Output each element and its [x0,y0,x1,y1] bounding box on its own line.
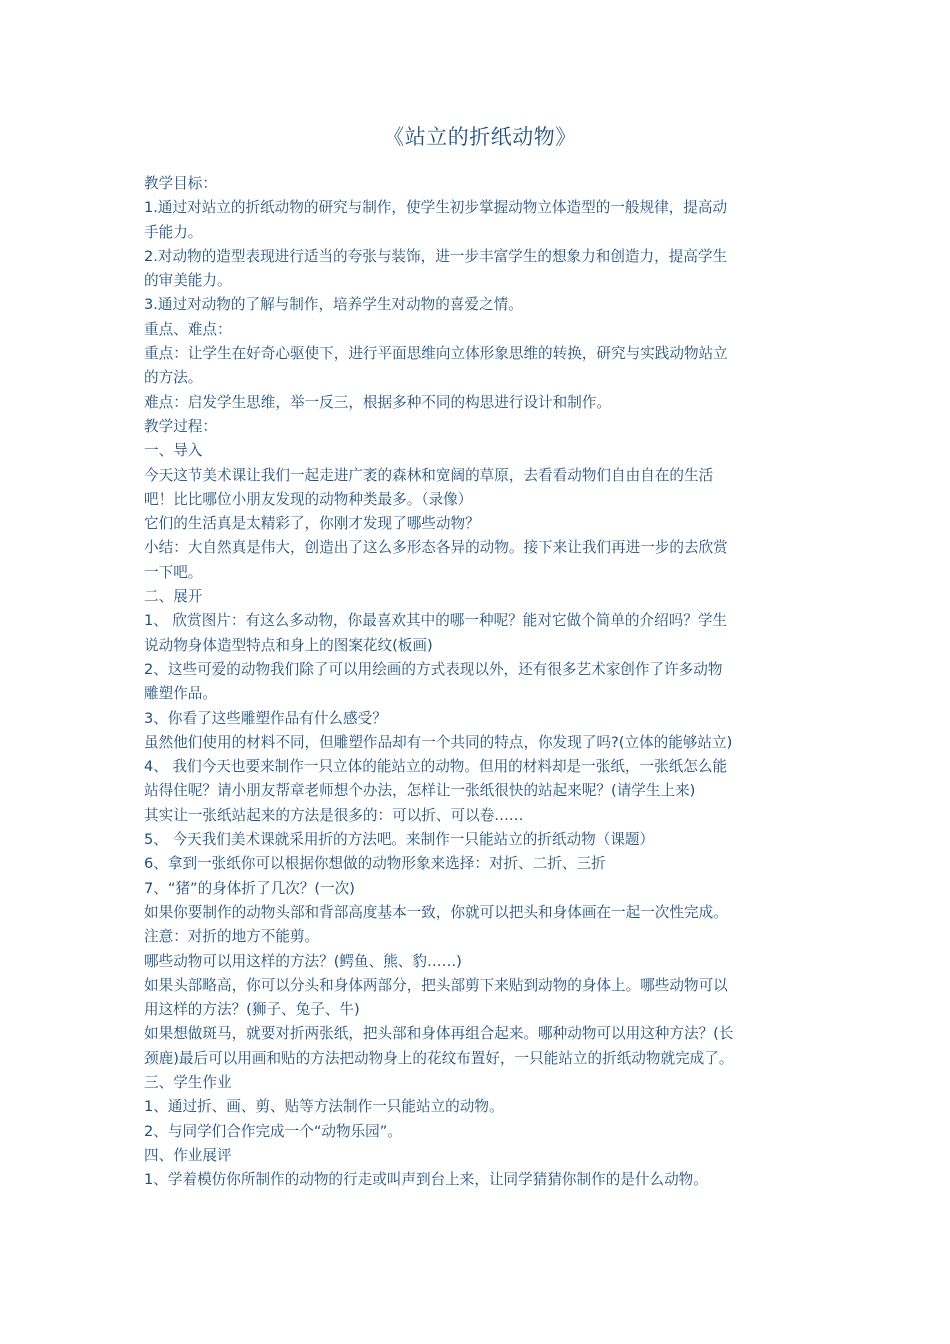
text-line: 雕塑作品。 [144,685,217,703]
text-line: 其实让一张纸站起来的方法是很多的：可以折、可以卷…… [144,806,524,824]
text-line: 二、展开 [144,588,203,606]
text-line: 3.通过对动物的了解与制作，培养学生对动物的喜爱之情。 [144,296,523,314]
text-line: 说动物身体造型特点和身上的图案花纹(板画) [144,636,433,654]
document-body [144,172,816,1192]
text-line: 吧！比比哪位小朋友发现的动物种类最多。（录像） [144,490,473,508]
text-line: 2、与同学们合作完成一个“动物乐园”。 [144,1122,402,1140]
text-line: 4、 我们今天也要来制作一只立体的能站立的动物。但用的材料却是一张纸，一张纸怎么能 [144,758,728,776]
text-line: 的方法。 [144,369,203,387]
text-line: 用这样的方法？(狮子、兔子、牛) [144,1001,360,1019]
document-title: 《站立的折纸动物》 [383,125,577,149]
text-line: 四、作业展评 [144,1146,232,1164]
text-line: 一下吧。 [144,563,203,581]
text-line: 重点、难点： [144,320,232,338]
text-line: 三、学生作业 [144,1073,232,1091]
text-line: 2、这些可爱的动物我们除了可以用绘画的方式表现以外，还有很多艺术家创作了许多动物 [144,660,723,678]
text-line: 颈鹿)最后可以用画和贴的方法把动物身上的花纹布置好，一只能站立的折纸动物就完成了。 [144,1049,734,1067]
text-line: 它们的生活真是太精彩了，你刚才发现了哪些动物？ [144,515,480,533]
text-line: 3、你看了这些雕塑作品有什么感受？ [144,709,387,727]
text-line: 的审美能力。 [144,272,232,290]
text-line: 难点：启发学生思维，举一反三，根据多种不同的构思进行设计和制作。 [144,393,612,411]
text-line: 5、 今天我们美术课就采用折的方法吧。来制作一只能站立的折纸动物（课题） [144,831,655,849]
text-line: 哪些动物可以用这样的方法？(鳄鱼、熊、豹……) [144,952,462,970]
text-line: 如果你要制作的动物头部和背部高度基本一致，你就可以把头和身体画在一起一次性完成。 [144,903,728,921]
text-line: 虽然他们使用的材料不同，但雕塑作品却有一个共同的特点，你发现了吗?(立体的能够站立) [144,733,733,751]
text-line: 如果头部略高，你可以分头和身体两部分，把头部剪下来贴到动物的身体上。哪些动物可以 [144,976,728,994]
text-line: 一、导入 [144,442,203,460]
text-line: 1、 欣赏图片：有这么多动物，你最喜欢其中的哪一种呢？能对它做个简单的介绍吗？学生 [144,612,728,630]
text-line: 今天这节美术课让我们一起走进广袤的森林和宽阔的草原，去看看动物们自由自在的生活 [144,466,714,484]
text-line: 如果想做斑马，就要对折两张纸，把头部和身体再组合起来。哪种动物可以用这种方法？(长 [144,1025,734,1043]
text-line: 重点：让学生在好奇心驱使下，进行平面思维向立体形象思维的转换，研究与实践动物站立 [144,345,728,363]
text-line: 教学目标： [144,175,217,192]
text-line: 2.对动物的造型表现进行适当的夸张与装饰，进一步丰富学生的想象力和创造力，提高学生 [144,247,728,265]
text-line: 7、“猪”的身体折了几次？(一次) [144,879,355,897]
text-line: 1.通过对站立的折纸动物的研究与制作，使学生初步掌握动物立体造型的一般规律，提高动 [144,199,728,217]
text-line: 手能力。 [144,223,203,241]
text-line: 注意：对折的地方不能剪。 [144,928,320,946]
text-line: 教学过程： [144,417,217,435]
text-line: 6、拿到一张纸你可以根据你想做的动物形象来选择：对折、二折、三折 [144,855,606,873]
text-line: 站得住呢？请小朋友帮章老师想个办法，怎样让一张纸很快的站起来呢？(请学生上来) [144,782,696,800]
text-line: 1、通过折、画、剪、贴等方法制作一只能站立的动物。 [144,1098,504,1116]
text-line: 小结：大自然真是伟大，创造出了这么多形态各异的动物。接下来让我们再进一步的去欣赏 [144,539,728,557]
text-line: 1、学着模仿你所制作的动物的行走或叫声到台上来，让同学猜猜你制作的是什么动物。 [144,1171,708,1189]
